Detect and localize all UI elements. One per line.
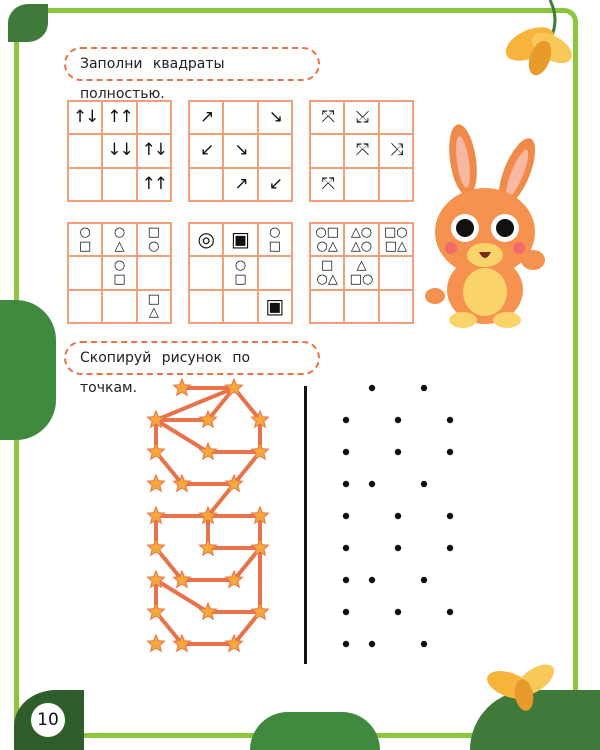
grid-cell[interactable] (379, 101, 413, 134)
grid-cell[interactable]: ↗ (189, 101, 223, 134)
copy-dot[interactable] (343, 417, 349, 423)
grid-cell[interactable] (137, 101, 171, 134)
grid-cell[interactable]: ↗ (223, 168, 257, 201)
grid-cell[interactable] (310, 134, 344, 167)
grid-cell[interactable] (379, 168, 413, 201)
grid-cell[interactable]: □ ○△ (310, 256, 344, 289)
copy-dot[interactable] (395, 513, 401, 519)
copy-dot[interactable] (447, 417, 453, 423)
star-pattern (140, 374, 290, 684)
copy-dot[interactable] (447, 609, 453, 615)
copy-dot[interactable] (343, 609, 349, 615)
arrow-grid-3 (309, 100, 414, 202)
copy-dot[interactable] (369, 577, 375, 583)
copy-dot[interactable] (395, 449, 401, 455)
grid-cell[interactable] (310, 290, 344, 323)
grid-cell[interactable] (189, 256, 223, 289)
grid-cell[interactable]: ⤧ (344, 134, 378, 167)
grid-cell[interactable] (189, 168, 223, 201)
grid-cell[interactable]: ↑↓ (137, 134, 171, 167)
grid-cell[interactable]: ↑↑ (137, 168, 171, 201)
grid-cell[interactable] (189, 290, 223, 323)
grid-cell[interactable]: ○ △ (102, 223, 136, 256)
star-point (199, 539, 216, 555)
grid-cell[interactable]: ◎ (189, 223, 223, 256)
grid-cell[interactable]: ↙ (189, 134, 223, 167)
grid-cell[interactable] (102, 290, 136, 323)
copy-dot[interactable] (343, 545, 349, 551)
copy-dot[interactable] (369, 641, 375, 647)
grid-cell[interactable] (223, 290, 257, 323)
shape-grid-1 (67, 222, 172, 324)
grid-cell[interactable]: ○ □ (223, 256, 257, 289)
copy-dot[interactable] (343, 577, 349, 583)
copy-dot[interactable] (447, 545, 453, 551)
copy-dot[interactable] (395, 545, 401, 551)
grid-cell[interactable]: ⤨ (379, 134, 413, 167)
copy-dot[interactable] (369, 481, 375, 487)
grid-cell[interactable]: ○ □ (258, 223, 292, 256)
copy-dot[interactable] (421, 481, 427, 487)
grid-cell[interactable] (379, 256, 413, 289)
grid-cell[interactable] (102, 168, 136, 201)
grid-cell[interactable] (68, 134, 102, 167)
task2-instruction: Скопируй рисунок по точкам. (64, 341, 320, 375)
bunny-illustration (425, 120, 555, 330)
grid-cell[interactable]: ⤧ (310, 168, 344, 201)
dot-grid[interactable] (330, 374, 480, 684)
copy-dot[interactable] (369, 385, 375, 391)
copy-dot[interactable] (421, 641, 427, 647)
grid-cell[interactable]: ↘ (223, 134, 257, 167)
star-point (199, 603, 216, 619)
copy-dot[interactable] (395, 609, 401, 615)
grid-cell[interactable]: ▣ (223, 223, 257, 256)
grid-cell[interactable] (137, 256, 171, 289)
grid-cell[interactable]: ▣ (258, 290, 292, 323)
copy-dot[interactable] (343, 641, 349, 647)
grid-cell[interactable]: △ □○ (344, 256, 378, 289)
grid-cell[interactable]: ↘ (258, 101, 292, 134)
grid-cell[interactable] (68, 256, 102, 289)
grid-cell[interactable]: □○ □△ (379, 223, 413, 256)
divider-line (304, 386, 307, 664)
grid-cell[interactable] (258, 134, 292, 167)
grid-cell[interactable] (223, 101, 257, 134)
flower-bottom-right (480, 655, 570, 730)
star-point (147, 475, 164, 491)
shape-grid-3 (309, 222, 414, 324)
leaf-top-left (8, 4, 48, 42)
grid-cell[interactable]: ↓↓ (102, 134, 136, 167)
grid-cell[interactable]: ○ □ (102, 256, 136, 289)
copy-dot[interactable] (395, 417, 401, 423)
grid-cell[interactable] (258, 256, 292, 289)
grid-cell[interactable]: ○□ ○△ (310, 223, 344, 256)
shape-grid-2 (188, 222, 293, 324)
copy-dot[interactable] (343, 449, 349, 455)
copy-dot[interactable] (421, 385, 427, 391)
copy-dot[interactable] (343, 513, 349, 519)
star-point (199, 443, 216, 459)
grid-cell[interactable]: ○ □ (68, 223, 102, 256)
star-point (147, 635, 164, 651)
copy-dot[interactable] (421, 577, 427, 583)
grid-cell[interactable] (344, 290, 378, 323)
grid-cell[interactable] (68, 168, 102, 201)
grid-cell[interactable] (379, 290, 413, 323)
task1-instruction: Заполни квадраты полностью. (64, 47, 320, 81)
grid-cell[interactable] (344, 168, 378, 201)
bush-left (0, 300, 56, 440)
copy-dot[interactable] (447, 513, 453, 519)
bush-bottom (250, 712, 380, 750)
flower-top-right (490, 0, 600, 90)
grid-cell[interactable]: △○ △○ (344, 223, 378, 256)
grid-cell[interactable]: □ △ (137, 290, 171, 323)
copy-dot[interactable] (447, 449, 453, 455)
page-number: 10 (28, 700, 68, 740)
grid-cell[interactable]: ⤧ (310, 101, 344, 134)
grid-cell[interactable] (68, 290, 102, 323)
grid-cell[interactable]: □ ○ (137, 223, 171, 256)
grid-cell[interactable]: ↙ (258, 168, 292, 201)
grid-cell[interactable]: ↑↑ (102, 101, 136, 134)
star-point (173, 379, 190, 395)
copy-dot[interactable] (343, 481, 349, 487)
grid-cell[interactable]: ⤩ (344, 101, 378, 134)
arrow-grid-1 (67, 100, 172, 202)
arrow-grid-2 (188, 100, 293, 202)
grid-cell[interactable]: ↑↓ (68, 101, 102, 134)
